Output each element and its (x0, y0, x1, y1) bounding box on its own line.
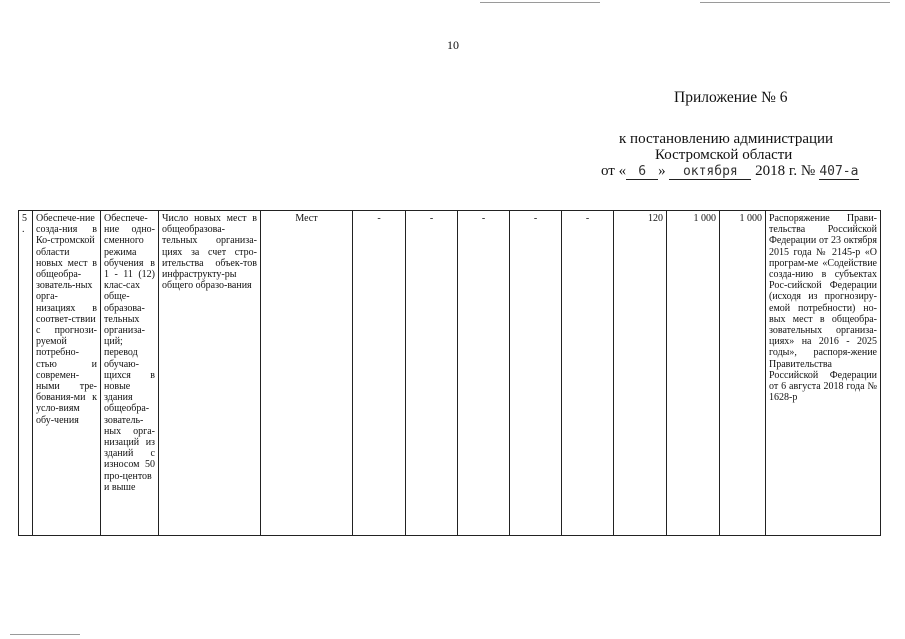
indicator-cell: Число новых мест в общеобразова-тельных организа-циях за счет стро-ительства объек-тов инфраструкту-ры общего образо-вания (159, 211, 261, 536)
date-month: октября (669, 165, 751, 180)
value-cell-2: - (406, 211, 458, 536)
value-cell-4: - (510, 211, 562, 536)
value-cell-3: - (458, 211, 510, 536)
resolution-line-1: к постановлению администрации (619, 131, 834, 147)
row-number: 5. (19, 211, 33, 536)
data-table (18, 210, 881, 536)
value-cell-6: 120 (614, 211, 667, 536)
resolution-line-2: Костромской области (655, 147, 793, 163)
task-detail-cell: Обеспече-ние одно-сменного режима обучения в 1 - 11 (12) клас-сах обще-образова-тельных организа-ций; перевод обучаю-щихся в новые здания общеобра-зователь-ных орга-низаций из зданий с износом 50 про-центов и выше (101, 211, 159, 536)
value-cell-5: - (562, 211, 614, 536)
scan-artifact-top-right (700, 2, 890, 3)
task-cell: Обеспече-ние созда-ния в Ко-стромской области новых мест в общеобра-зователь-ных орга-низациях в соответ-ствии с прогнози-руемой потребно-стью и современ-ными тре-бования-ми к усло-виям обу-чения (33, 211, 101, 536)
date-mid: » (658, 163, 666, 179)
scan-artifact-top (480, 2, 600, 3)
date-year: 2018 г. № (755, 163, 816, 179)
value-cell-1: - (353, 211, 406, 536)
basis-cell: Распоряжение Прави-тельства Российской Федерации от 23 октября 2015 года № 2145-р «О програм-ме «Содействие созда-нию в субъектах Рос-сийской Федерации (исходя из прогнозиру-емой потребности) но-вых мест в общеобра-зовательных организа-циях» на 2016 - 2025 годы», распоря-жение Правительства Российской Федерации от 6 августа 2018 года № 1628-р (766, 211, 881, 536)
page-number: 10 (447, 38, 459, 52)
scan-artifact-bottom (10, 634, 80, 635)
resolution-date-line (601, 163, 859, 180)
unit-cell: Мест (261, 211, 353, 536)
document-number: 407-а (819, 164, 859, 179)
value-cell-7: 1 000 (667, 211, 720, 536)
value-cell-8: 1 000 (720, 211, 766, 536)
appendix-title: Приложение № 6 (674, 89, 788, 106)
date-prefix: от « (601, 163, 627, 179)
table-row (19, 211, 881, 536)
date-day: 6 (626, 165, 658, 180)
